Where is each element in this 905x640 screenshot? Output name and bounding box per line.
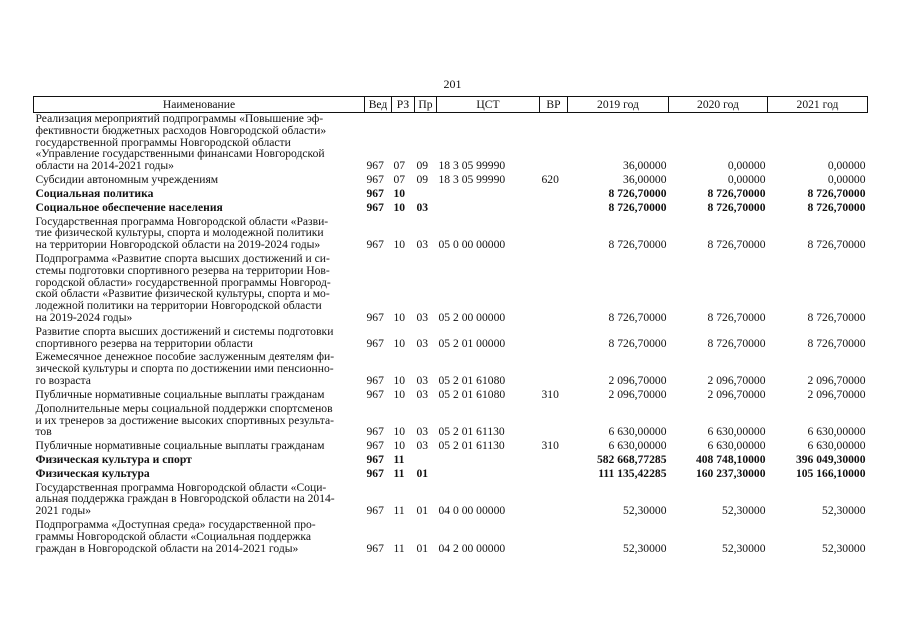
row-pr: 01 — [416, 541, 429, 555]
row-name: Социальное обеспечение населения — [35, 200, 223, 214]
row-pr: 01 — [416, 504, 429, 518]
table-row — [34, 452, 868, 466]
row-2020: 2 096,70000 — [707, 387, 766, 401]
row-name: Развитие спорта высших достижений и системы подготовки спортивного резерва на территории области — [35, 324, 334, 350]
row-2020: 6 630,00000 — [707, 439, 766, 453]
row-2020: 52,30000 — [722, 541, 766, 555]
row-rz: 10 — [393, 425, 406, 439]
row-ved: 967 — [366, 439, 384, 453]
row-rz: 11 — [393, 452, 405, 466]
header-pr: Пр — [415, 97, 437, 113]
row-ved: 967 — [366, 336, 384, 350]
row-2020: 160 237,30000 — [695, 466, 766, 480]
row-ved: 967 — [366, 466, 384, 480]
row-vr: 310 — [541, 387, 559, 401]
row-pr: 01 — [416, 466, 429, 480]
row-2019: 6 630,00000 — [608, 425, 667, 439]
row-2020: 52,30000 — [722, 504, 766, 518]
row-pr: 03 — [416, 387, 429, 401]
table-row — [34, 214, 868, 251]
header-cst: ЦСТ — [437, 97, 540, 113]
row-rz: 10 — [393, 238, 406, 252]
row-name: Реализация мероприятий подпрограммы «Повышение эф- фективности бюджетных расходов Новгородской области» государственной программы Новгородской области «Управление государственными финансами Новгородской области на 2014-2021 годы» — [35, 112, 327, 173]
table-row — [34, 438, 868, 452]
row-2021: 6 630,00000 — [807, 439, 866, 453]
row-vr — [540, 466, 568, 480]
row-name: Подпрограмма «Доступная среда» государственной про- граммы Новгородской области «Социальная поддержка граждан в Новгородской области на 2014-2021 годы» — [35, 518, 316, 555]
row-2021: 0,00000 — [827, 173, 866, 187]
row-cst — [437, 186, 540, 200]
header-2019: 2019 год — [568, 97, 669, 113]
row-pr: 09 — [416, 173, 429, 187]
row-ved: 967 — [366, 387, 384, 401]
row-ved: 967 — [366, 311, 384, 324]
row-pr: 03 — [416, 200, 429, 214]
row-2020: 0,00000 — [727, 173, 766, 187]
row-vr — [540, 517, 568, 554]
row-name: Дополнительные меры социальной поддержки спортсменов и их тренеров за достижение высоких спортивных результа- тов — [35, 401, 334, 439]
row-cst: 04 0 00 00000 — [438, 504, 506, 518]
table-row — [34, 324, 868, 350]
row-vr — [540, 349, 568, 386]
row-2019: 6 630,00000 — [608, 439, 667, 453]
row-pr: 09 — [416, 159, 429, 173]
row-ved: 967 — [366, 541, 384, 555]
table-row — [34, 466, 868, 480]
row-rz: 10 — [393, 374, 406, 388]
row-cst — [437, 466, 540, 480]
row-vr — [540, 452, 568, 466]
row-cst: 18 3 05 99990 — [438, 173, 506, 187]
table-row — [34, 349, 868, 386]
row-vr — [540, 401, 568, 438]
row-vr: 310 — [541, 439, 559, 453]
row-2020: 0,00000 — [727, 159, 766, 173]
row-cst: 05 0 00 00000 — [438, 238, 506, 252]
row-cst: 04 2 00 00000 — [438, 541, 506, 555]
row-pr: 03 — [416, 439, 429, 453]
row-name: Субсидии автономным учреждениям — [35, 173, 219, 187]
row-ved: 967 — [366, 173, 384, 187]
row-vr — [540, 113, 568, 173]
row-2020: 8 726,70000 — [707, 238, 766, 252]
row-rz: 11 — [393, 504, 405, 518]
row-rz: 10 — [393, 336, 406, 350]
row-cst: 18 3 05 99990 — [438, 159, 506, 173]
row-rz: 07 — [393, 159, 406, 173]
row-ved: 967 — [366, 425, 384, 439]
row-rz: 10 — [393, 200, 406, 214]
header-ved: Вед — [365, 97, 392, 113]
row-2019: 36,00000 — [623, 173, 667, 187]
header-vr: ВР — [540, 97, 568, 113]
table-row — [34, 387, 868, 401]
row-name: Социальная политика — [35, 186, 154, 200]
row-pr: 03 — [416, 374, 429, 388]
row-name: Государственная программа Новгородской области «Соци- альная поддержка граждан в Новгородской области на 2014- 2021 годы» — [35, 480, 335, 518]
table-row — [34, 186, 868, 200]
row-name: Государственная программа Новгородской области «Разви- тие физической культуры, спорта и молодежной политики на территории Новгородской области на 2019-2024 годы» — [35, 214, 329, 252]
row-ved: 967 — [366, 200, 384, 214]
row-2021: 8 726,70000 — [807, 238, 866, 252]
row-2019: 8 726,70000 — [608, 186, 667, 200]
row-rz: 10 — [393, 387, 406, 401]
table-row — [34, 401, 868, 438]
header-2020: 2020 год — [669, 97, 768, 113]
row-2019: 2 096,70000 — [608, 387, 667, 401]
budget-table — [33, 96, 868, 554]
row-2019: 52,30000 — [623, 504, 667, 518]
row-2021: 8 726,70000 — [807, 186, 866, 200]
header-row — [34, 97, 868, 113]
row-pr: 03 — [416, 238, 429, 252]
row-cst: 05 2 01 61080 — [438, 387, 506, 401]
header-2021: 2021 год — [768, 97, 868, 113]
row-name: Физическая культура — [35, 466, 150, 480]
row-2020: 2 096,70000 — [707, 374, 766, 388]
page-number: 201 — [443, 77, 462, 91]
row-2021: 2 096,70000 — [807, 387, 866, 401]
row-name: Физическая культура и спорт — [35, 452, 192, 466]
row-2019: 582 668,77285 — [596, 452, 667, 466]
row-vr — [540, 251, 568, 324]
row-ved: 967 — [366, 504, 384, 518]
row-cst: 05 2 01 00000 — [438, 336, 506, 350]
row-pr: 03 — [416, 425, 429, 439]
row-name: Ежемесячное денежное пособие заслуженным деятелям фи- зической культуры и спорта по достижении ими пенсионно- го возраста — [35, 350, 335, 388]
row-rz: 10 — [393, 311, 406, 324]
row-2020: 8 726,70000 — [707, 336, 766, 350]
row-2021: 0,00000 — [827, 159, 866, 173]
header-rz: РЗ — [392, 97, 415, 113]
table-row — [34, 172, 868, 186]
row-2019: 111 135,42285 — [598, 466, 667, 480]
table-row — [34, 200, 868, 214]
row-2021: 396 049,30000 — [795, 452, 866, 466]
row-2020: 408 748,10000 — [695, 452, 766, 466]
row-pr — [415, 186, 437, 200]
row-vr — [540, 214, 568, 251]
row-2019: 8 726,70000 — [608, 238, 667, 252]
row-vr — [540, 186, 568, 200]
row-rz: 10 — [393, 439, 406, 453]
row-2021: 8 726,70000 — [807, 200, 866, 214]
row-ved: 967 — [366, 238, 384, 252]
row-2020: 8 726,70000 — [707, 186, 766, 200]
row-2020: 6 630,00000 — [707, 425, 766, 439]
row-cst: 05 2 01 61130 — [438, 439, 505, 453]
row-2021: 52,30000 — [822, 504, 866, 518]
row-2020: 8 726,70000 — [707, 311, 766, 324]
row-2021: 105 166,10000 — [795, 466, 866, 480]
header-name: Наименование — [34, 97, 365, 113]
row-2019: 2 096,70000 — [608, 374, 667, 388]
row-name: Публичные нормативные социальные выплаты гражданам — [35, 439, 325, 453]
row-pr — [415, 452, 437, 466]
row-2019: 36,00000 — [623, 159, 667, 173]
table-row — [34, 113, 868, 173]
row-rz: 10 — [393, 186, 406, 200]
table-row — [34, 251, 868, 324]
row-ved: 967 — [366, 186, 384, 200]
row-2019: 8 726,70000 — [608, 200, 667, 214]
table-body — [34, 113, 868, 555]
row-name: Подпрограмма «Развитие спорта высших достижений и си- стемы подготовки спортивного резерва на территории Нов- городской области» государственной программы Новгород- ской области «Развитие физической культуры, спорта и мо- лодежной политики на территории Новгородской области на 2019-2024 годы» — [35, 251, 331, 324]
row-cst: 05 2 00 00000 — [438, 311, 506, 324]
row-vr — [540, 480, 568, 517]
row-2020: 8 726,70000 — [707, 200, 766, 214]
row-2021: 52,30000 — [822, 541, 866, 555]
row-vr: 620 — [541, 173, 559, 187]
row-2021: 6 630,00000 — [807, 425, 866, 439]
row-rz: 11 — [393, 466, 405, 480]
row-pr: 03 — [416, 336, 429, 350]
row-name: Публичные нормативные социальные выплаты гражданам — [35, 387, 325, 401]
row-cst — [437, 452, 540, 466]
row-2019: 52,30000 — [623, 541, 667, 555]
row-cst: 05 2 01 61080 — [438, 374, 506, 388]
row-cst: 05 2 01 61130 — [438, 425, 505, 439]
row-2019: 8 726,70000 — [608, 336, 667, 350]
row-2021: 2 096,70000 — [807, 374, 866, 388]
table-row — [34, 517, 868, 554]
row-pr: 03 — [416, 311, 429, 324]
row-ved: 967 — [366, 374, 384, 388]
row-ved: 967 — [366, 159, 384, 173]
row-2021: 8 726,70000 — [807, 336, 866, 350]
table-row — [34, 480, 868, 517]
row-rz: 07 — [393, 173, 406, 187]
row-2021: 8 726,70000 — [807, 311, 866, 324]
row-vr — [540, 200, 568, 214]
row-2019: 8 726,70000 — [608, 311, 667, 324]
row-ved: 967 — [366, 452, 384, 466]
row-cst — [437, 200, 540, 214]
row-rz: 11 — [393, 541, 405, 555]
row-vr — [540, 324, 568, 350]
